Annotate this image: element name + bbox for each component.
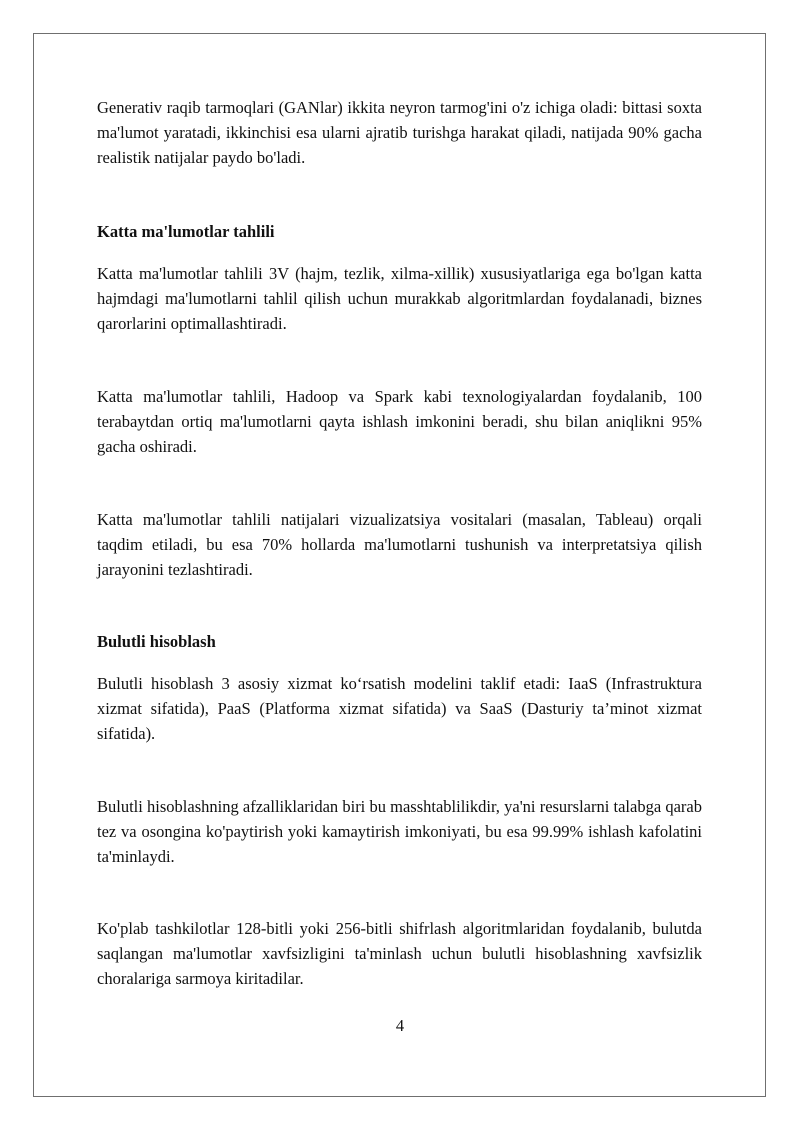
paragraph-gan <box>97 95 702 170</box>
paragraph-text: Katta ma'lumotlar tahlili 3V (hajm, tezlik, xilma-xillik) xususiyatlariga ega bo'lgan katta hajmdagi ma'lumotlarni tahlil qilish uchun murakkab algoritmlardan foydalanadi, biznes qarorlarini optimallashtiradi. <box>97 264 702 333</box>
paragraph-cloud-2 <box>97 794 702 869</box>
paragraph-cloud-1 <box>97 671 702 746</box>
paragraph-cloud-3 <box>97 916 702 991</box>
heading-text: Katta ma'lumotlar tahlili <box>97 222 275 241</box>
paragraph-text: Katta ma'lumotlar tahlili natijalari vizualizatsiya vositalari (masalan, Tableau) orqali taqdim etiladi, bu esa 70% hollarda ma'lumotlarni tushunish va interpretatsiya qilish jarayonini tezlashtiradi. <box>97 510 702 579</box>
paragraph-text: Bulutli hisoblashning afzalliklaridan biri bu masshtablilikdir, ya'ni resurslarni talabga qarab tez va osongina ko'paytirish yoki kamaytirish imkoniyati, bu esa 99.99% ishlash kafolatini ta'minlaydi. <box>97 797 702 866</box>
section-heading-cloud <box>97 629 702 654</box>
page-number: 4 <box>395 1016 405 1035</box>
paragraph-big-data-1 <box>97 261 702 336</box>
paragraph-text: Generativ raqib tarmoqlari (GANlar) ikkita neyron tarmog'ini o'z ichiga oladi: bittasi soxta ma'lumot yaratadi, ikkinchisi esa ularni ajratib turishga harakat qiladi, natijada 90% gacha realistik natijalar paydo bo'ladi. <box>97 98 702 167</box>
paragraph-text: Katta ma'lumotlar tahlili, Hadoop va Spark kabi texnologiyalardan foydalanib, 100 terabaytdan ortiq ma'lumotlarni qayta ishlash imkonini beradi, shu bilan aniqlikni 95% gacha oshiradi. <box>97 387 702 456</box>
paragraph-big-data-3 <box>97 507 702 582</box>
paragraph-text: Bulutli hisoblash 3 asosiy xizmat ko‘rsatish modelini taklif etadi: IaaS (Infrastruktura xizmat sifatida), PaaS (Platforma xizmat sifatida) va SaaS (Dasturiy ta’minot xizmat sifatida). <box>97 674 702 743</box>
paragraph-text: Ko'plab tashkilotlar 128-bitli yoki 256-bitli shifrlash algoritmlaridan foydalanib, bulutda saqlangan ma'lumotlar xavfsizligini ta'minlash uchun bulutli hisoblashning xavfsizlik choralariga sarmoya kiritadilar. <box>97 919 702 988</box>
section-heading-big-data <box>97 219 702 244</box>
paragraph-big-data-2 <box>97 384 702 459</box>
heading-text: Bulutli hisoblash <box>97 632 216 651</box>
